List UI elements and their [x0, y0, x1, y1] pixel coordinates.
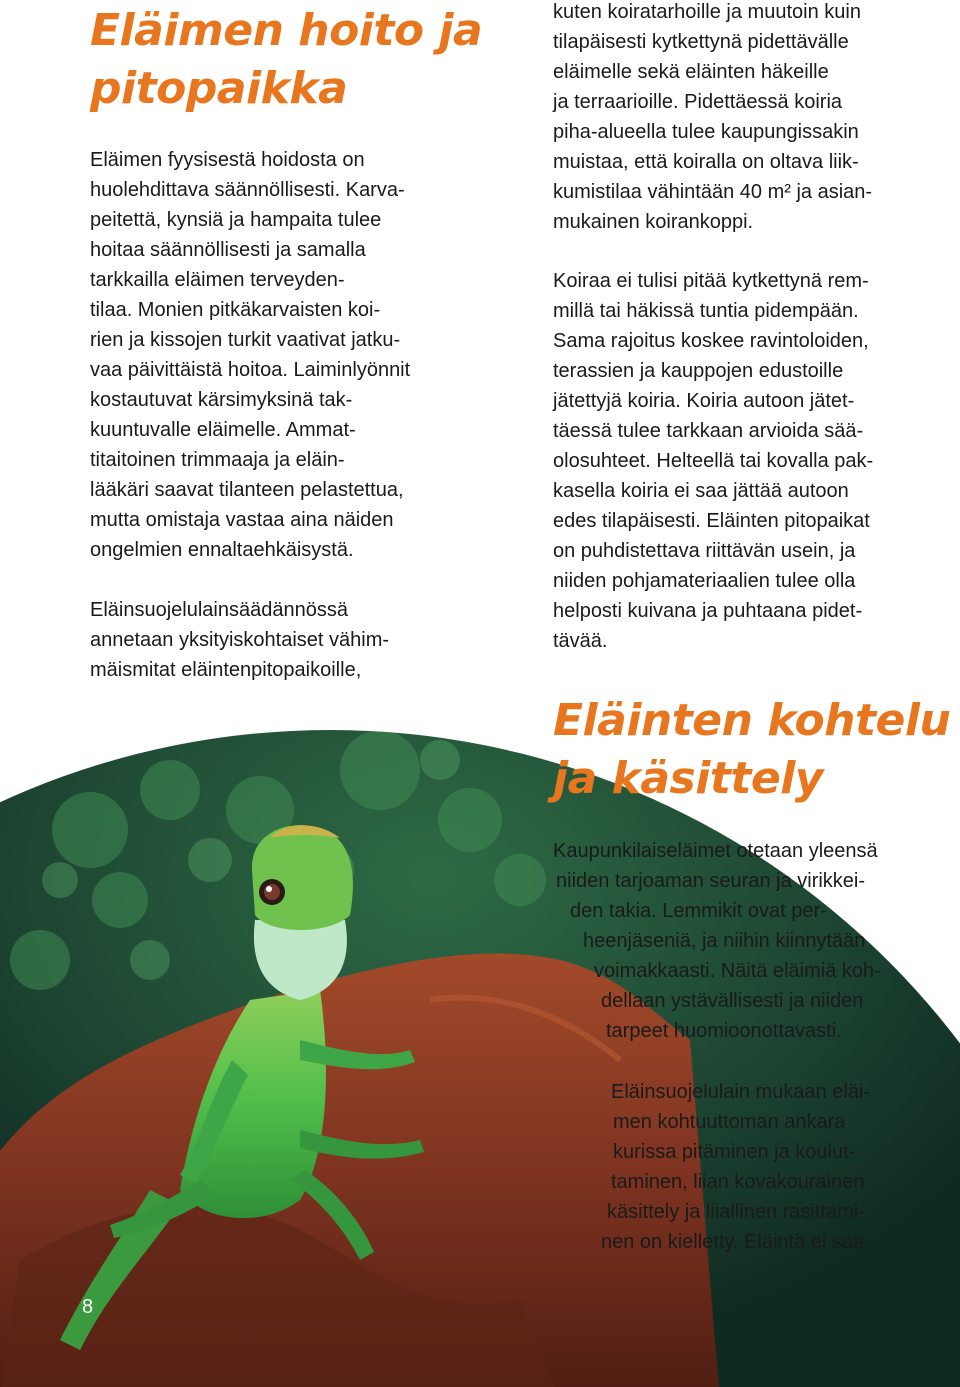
- text-line: millä tai häkissä tuntia pidempään.: [553, 300, 859, 322]
- text-line: tarpeet huomioonottavasti.: [606, 1020, 842, 1042]
- text-line: Kaupunkilaiseläimet otetaan yleensä: [553, 840, 878, 862]
- text-line: kuuntuvalle eläimelle. Ammat-: [90, 419, 356, 441]
- text-line: tarkkailla eläimen terveyden-: [90, 269, 345, 291]
- text-line: käsittely ja liiallinen rasittami-: [607, 1201, 865, 1223]
- page-number: 8: [82, 1296, 94, 1318]
- heading-line: Eläinten kohtelu: [553, 695, 951, 746]
- text-line: niiden pohjamateriaalien tulee olla: [553, 570, 856, 592]
- text-line: Eläimen fyysisestä hoidosta on: [90, 149, 365, 171]
- text-line: eläimelle sekä eläinten häkeille: [553, 61, 829, 83]
- text-line: kuten koiratarhoille ja muutoin kuin: [553, 1, 861, 23]
- text-line: men kohtuuttoman ankara: [613, 1111, 846, 1133]
- paragraph-companionship: [553, 836, 881, 1046]
- paragraph-legislation: [90, 595, 389, 685]
- text-line: helposti kuivana ja puhtaana pidet-: [553, 600, 863, 622]
- text-line: tilapäisesti kytkettynä pidettävälle: [553, 31, 849, 53]
- text-line: Sama rajoitus koskee ravintoloiden,: [553, 330, 869, 352]
- text-line: olosuhteet. Helteellä tai kovalla pak-: [553, 450, 874, 472]
- text-line: vaa päivittäistä hoitoa. Laiminlyönnit: [90, 359, 411, 381]
- text-line: dellaan ystävällisesti ja niiden: [601, 990, 864, 1012]
- paragraph-enclosures: [553, 0, 872, 237]
- text-line: kostautuvat kärsimyksinä tak-: [90, 389, 353, 411]
- text-line: heenjäseniä, ja niihin kiinnytään: [583, 930, 866, 952]
- text-line: huolehdittava säännöllisesti. Karva-: [90, 179, 405, 201]
- text-line: rien ja kissojen turkit vaativat jatku-: [90, 329, 401, 351]
- text-line: on puhdistettava riittävän usein, ja: [553, 540, 856, 562]
- text-line: voimakkaasti. Näitä eläimiä koh-: [594, 960, 881, 982]
- text-line: hoitaa säännöllisesti ja samalla: [90, 239, 366, 261]
- text-line: Eläinsuojelulainsäädännössä: [90, 599, 348, 621]
- text-line: mukainen koirankoppi.: [553, 211, 754, 233]
- paragraph-tethering: [553, 266, 873, 656]
- text-line: niiden tarjoaman seuran ja virikkei-: [556, 870, 866, 892]
- text-line: kasella koiria ei saa jättää autoon: [553, 480, 849, 502]
- text-line: terassien ja kauppojen edustoille: [553, 360, 844, 382]
- text-line: täessä tulee tarkkaan arvioida sää-: [553, 420, 864, 442]
- text-line: peitettä, kynsiä ja hampaita tulee: [90, 209, 382, 231]
- text-line: mutta omistaja vastaa aina näiden: [90, 509, 394, 531]
- text-line: tävää.: [553, 630, 608, 652]
- text-line: piha-alueella tulee kaupungissakin: [553, 121, 859, 143]
- paragraph-care: [90, 145, 410, 565]
- heading-line: ja käsittely: [553, 753, 823, 804]
- text-line: tilaa. Monien pitkäkarvaisten koi-: [90, 299, 381, 321]
- text-line: annetaan yksityiskohtaiset vähim-: [90, 629, 390, 651]
- heading-line: pitopaikka: [90, 63, 348, 114]
- text-line: nen on kielletty. Eläintä ei saa: [601, 1231, 865, 1253]
- text-line: mäismitat eläintenpitopaikoille,: [90, 659, 362, 681]
- text-line: edes tilapäisesti. Eläinten pitopaikat: [553, 510, 870, 532]
- heading-animal-treatment: [553, 692, 950, 808]
- text-line: Eläinsuojelulain mukaan eläi-: [611, 1081, 871, 1103]
- text-line: ja terraarioille. Pidettäessä koiria: [553, 91, 843, 113]
- heading-animal-care: [90, 2, 482, 118]
- text-line: lääkäri saavat tilanteen pelastettua,: [90, 479, 404, 501]
- text-line: jätettyjä koiria. Koiria autoon jätet-: [553, 390, 855, 412]
- paragraph-protection-law: [553, 1077, 870, 1257]
- text-line: ongelmien ennaltaehkäisystä.: [90, 539, 354, 561]
- heading-line: Eläimen hoito ja: [90, 5, 483, 56]
- text-line: den takia. Lemmikit ovat per-: [570, 900, 827, 922]
- text-line: muistaa, että koiralla on oltava liik-: [553, 151, 859, 173]
- text-line: kurissa pitäminen ja koulut-: [613, 1141, 856, 1163]
- text-line: kumistilaa vähintään 40 m² ja asian-: [553, 181, 873, 203]
- text-line: taminen, liian kovakourainen: [611, 1171, 865, 1193]
- text-line: Koiraa ei tulisi pitää kytkettynä rem-: [553, 270, 869, 292]
- text-line: titaitoinen trimmaaja ja eläin-: [90, 449, 345, 471]
